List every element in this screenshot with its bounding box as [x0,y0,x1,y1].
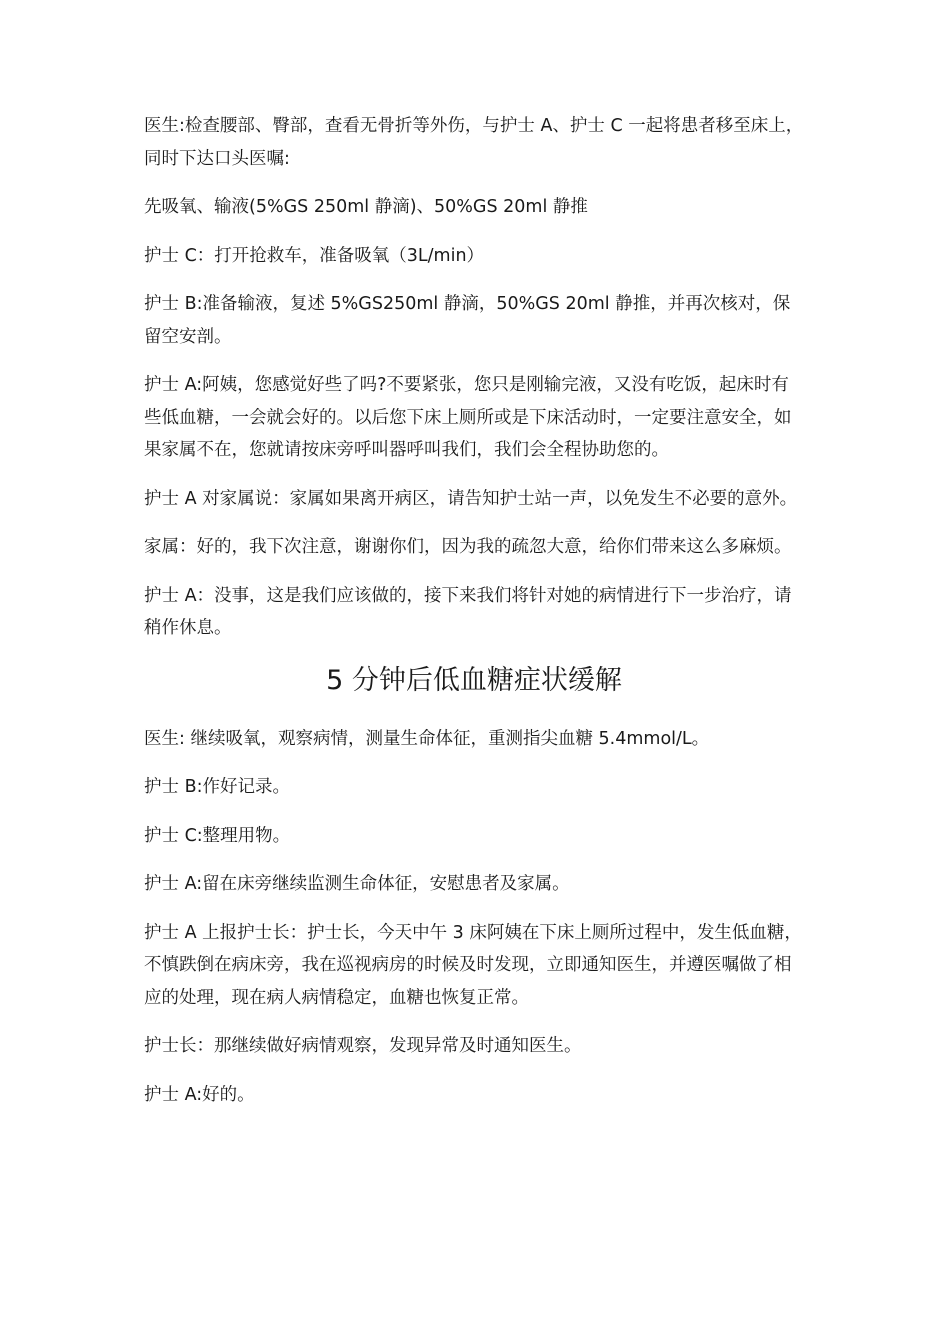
paragraph: 护士 A：没事，这是我们应该做的，接下来我们将针对她的病情进行下一步治疗，请稍作休息。 [144,585,792,638]
paragraph: 医生: 继续吸氧，观察病情，测量生命体征，重测指尖血糖 5.4mmol/L。 [144,728,710,749]
paragraph: 护士长：那继续做好病情观察，发现异常及时通知医生。 [144,1036,582,1056]
document-body [144,110,804,1127]
paragraph: 医生:检查腰部、臀部，查看无骨折等外伤，与护士 A、护士 C 一起将患者移至床上，同时下达口头医嘱: [144,116,804,169]
paragraph: 护士 A:阿姨，您感觉好些了吗?不要紧张，您只是刚输完液，又没有吃饭，起床时有些低血糖，一会就会好的。以后您下床上厕所或是下床活动时，一定要注意安全，如果家属不在，您就请按床旁呼叫器呼叫我们，我们会全程协助您的。 [144,375,792,460]
paragraph: 先吸氧、输液(5%GS 250ml 静滴)、50%GS 20ml 静推 [144,197,588,217]
paragraph: 家属：好的，我下次注意，谢谢你们，因为我的疏忽大意，给你们带来这么多麻烦。 [144,537,792,557]
paragraph: 护士 A:好的。 [144,1084,255,1105]
paragraph: 护士 A:留在床旁继续监测生命体征，安慰患者及家属。 [144,874,570,894]
paragraph: 护士 A 对家属说：家属如果离开病区，请告知护士站一声，以免发生不必要的意外。 [144,488,798,509]
paragraph: 护士 C:整理用物。 [144,825,291,846]
paragraph: 护士 B:作好记录。 [144,777,290,797]
paragraph: 护士 C：打开抢救车，准备吸氧（3L/min） [144,245,485,266]
section-title: 5 分钟后低血糖症状缓解 [326,664,622,696]
paragraph: 护士 A 上报护士长：护士长，今天中午 3 床阿姨在下床上厕所过程中，发生低血糖，不慎跌倒在病床旁，我在巡视病房的时候及时发现，立即通知医生，并遵医嘱做了相应的处理，现在病人病情稳定，血糖也恢复正常。 [144,922,802,1008]
paragraph: 护士 B:准备输液，复述 5%GS250ml 静滴，50%GS 20ml 静推，并再次核对，保留空安剖。 [144,294,791,347]
